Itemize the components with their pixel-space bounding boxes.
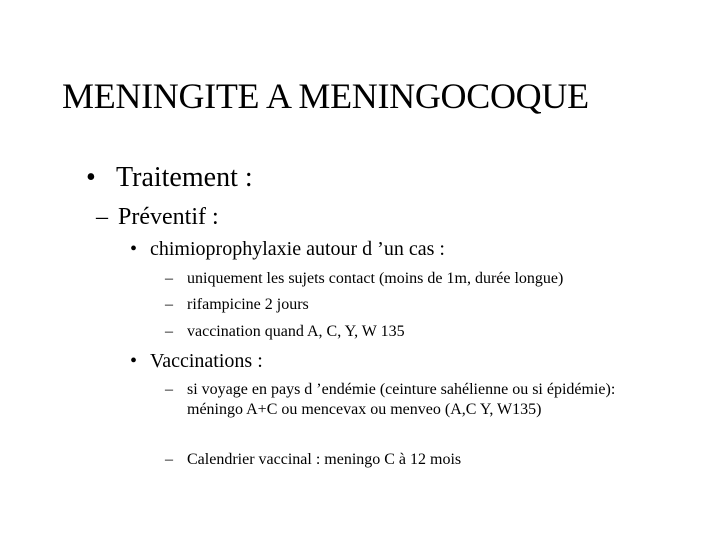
list-item-text: rifampicine 2 jours: [187, 296, 309, 313]
list-item: [165, 380, 665, 442]
bullet-dash: –: [96, 204, 108, 230]
list-item-text: si voyage en pays d ’endémie (ceinture sahélienne ou si épidémie): méningo A+C ou mencevax ou menveo (A,C Y, W135): [187, 381, 616, 418]
slide-title: MENINGITE A MENINGOCOQUE: [62, 76, 589, 116]
bullet-label: Préventif :: [118, 204, 219, 230]
bullet-dot: •: [130, 350, 138, 372]
bullet-dot: •: [130, 238, 138, 260]
bullet-dash: –: [165, 296, 173, 313]
bullet-label: Traitement :: [116, 162, 253, 193]
list-item-text: vaccination quand A, C, Y, W 135: [187, 323, 405, 340]
bullet-dot: •: [86, 162, 96, 193]
bullet-dash: –: [165, 323, 173, 340]
bullet-dash: –: [165, 270, 173, 287]
list-item-text: Calendrier vaccinal : meningo C à 12 mois: [187, 451, 462, 468]
bullet-label: Vaccinations :: [150, 350, 263, 372]
bullet-dash: –: [165, 381, 173, 398]
list-item-text: uniquement les sujets contact (moins de 1m, durée longue): [187, 270, 564, 287]
bullet-label: chimioprophylaxie autour d ’un cas :: [150, 238, 445, 260]
bullet-dash: –: [165, 451, 173, 468]
